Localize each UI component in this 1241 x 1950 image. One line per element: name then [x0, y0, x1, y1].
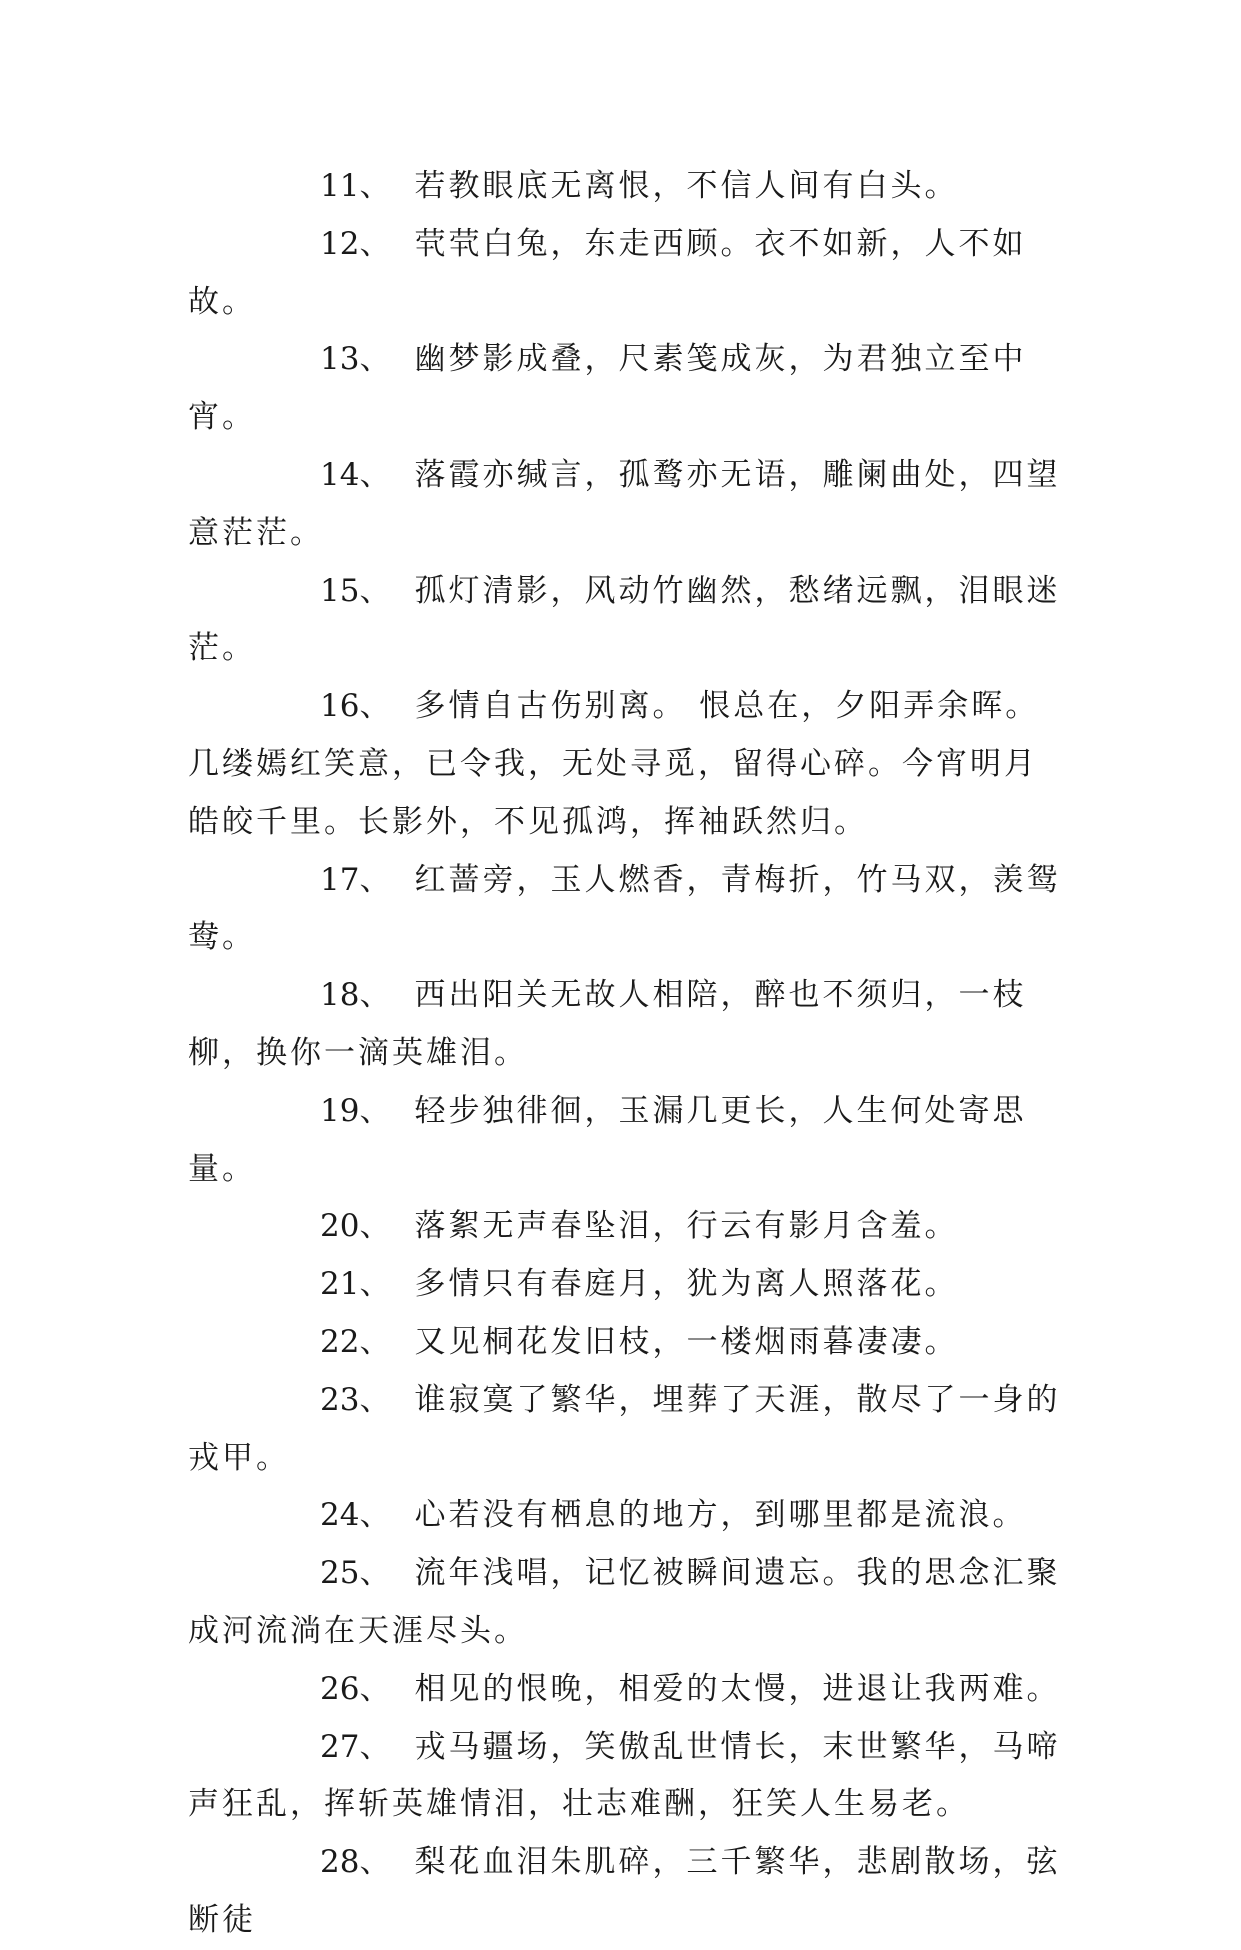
item-text: 心若没有栖息的地方，到哪里都是流浪。 [414, 1497, 1027, 1534]
list-item [188, 678, 1068, 851]
list-item [188, 331, 1068, 447]
item-number: 27、 [320, 1728, 391, 1765]
document-body [188, 158, 1068, 1950]
item-number: 14、 [320, 456, 391, 493]
item-number: 11、 [320, 168, 391, 204]
list-item [188, 158, 1068, 216]
item-number: 18、 [320, 977, 391, 1014]
list-item [188, 1083, 1068, 1199]
list-item [188, 1487, 1068, 1545]
item-text: 轻步独徘徊，玉漏几更长，人生何处寄思量。 [188, 1092, 1027, 1187]
item-text: 多情只有春庭月，犹为离人照落花。 [414, 1266, 959, 1303]
list-item [188, 1719, 1068, 1835]
item-text: 相见的恨晚，相爱的太慢，进退让我两难。 [414, 1670, 1061, 1707]
item-number: 12、 [320, 225, 391, 262]
item-text: 西出阳关无故人相陪，醉也不须归，一枝柳，换你一滴英雄泪。 [188, 977, 1027, 1071]
item-text: 又见桐花发旧枝，一楼烟雨暮凄凄。 [414, 1323, 959, 1360]
item-number: 21、 [320, 1266, 391, 1303]
item-number: 20、 [320, 1208, 391, 1245]
item-text: 多情自古伤别离。 恨总在，夕阳弄余晖。 几缕嫣红笑意，已令我，无处寻觅，留得心碎。今宵明月皓皎千里。长影外，不见孤鸿，挥袖跃然归。 [188, 688, 1040, 840]
list-item [188, 1372, 1068, 1488]
item-number: 24、 [320, 1497, 391, 1534]
item-number: 23、 [320, 1381, 391, 1418]
list-item [188, 1314, 1068, 1372]
item-number: 17、 [320, 861, 391, 898]
item-text: 流年浅唱，记忆被瞬间遗忘。我的思念汇聚成河流淌在天涯尽头。 [188, 1555, 1061, 1649]
item-number: 25、 [320, 1555, 391, 1592]
item-text: 茕茕白兔，东走西顾。衣不如新，人不如故。 [188, 225, 1027, 320]
list-item [188, 216, 1068, 332]
list-item [188, 1834, 1068, 1950]
item-text: 若教眼底无离恨，不信人间有白头。 [414, 168, 959, 204]
item-number: 15、 [320, 572, 391, 609]
item-text: 谁寂寞了繁华，埋葬了天涯，散尽了一身的戎甲。 [188, 1381, 1061, 1476]
item-text: 红蔷旁，玉人燃香，青梅折，竹马双，羡鸳鸯。 [188, 861, 1061, 956]
list-item [188, 1545, 1068, 1661]
item-text: 孤灯清影，风动竹幽然，愁绪远飘，泪眼迷茫。 [188, 572, 1061, 667]
list-item [188, 1198, 1068, 1256]
item-number: 19、 [320, 1092, 391, 1129]
list-item [188, 852, 1068, 968]
list-item [188, 563, 1068, 679]
list-item [188, 967, 1068, 1083]
item-text: 梨花血泪朱肌碎，三千繁华，悲剧散场，弦断徒 [188, 1844, 1061, 1938]
item-number: 26、 [320, 1670, 391, 1707]
list-item [188, 1661, 1068, 1719]
item-number: 13、 [320, 341, 391, 378]
item-text: 戎马疆场，笑傲乱世情长，末世繁华，马啼声狂乱，挥斩英雄情泪，壮志难酬，狂笑人生易老。 [188, 1728, 1061, 1823]
item-text: 幽梦影成叠，尺素笺成灰，为君独立至中宵。 [188, 341, 1027, 436]
item-number: 28、 [320, 1844, 391, 1881]
item-text: 落絮无声春坠泪，行云有影月含羞。 [414, 1208, 959, 1245]
item-text: 落霞亦缄言，孤鹜亦无语，雕阑曲处，四望意茫茫。 [188, 456, 1061, 551]
list-item [188, 1256, 1068, 1314]
list-item [188, 447, 1068, 563]
item-number: 22、 [320, 1323, 391, 1360]
item-number: 16、 [320, 688, 391, 725]
